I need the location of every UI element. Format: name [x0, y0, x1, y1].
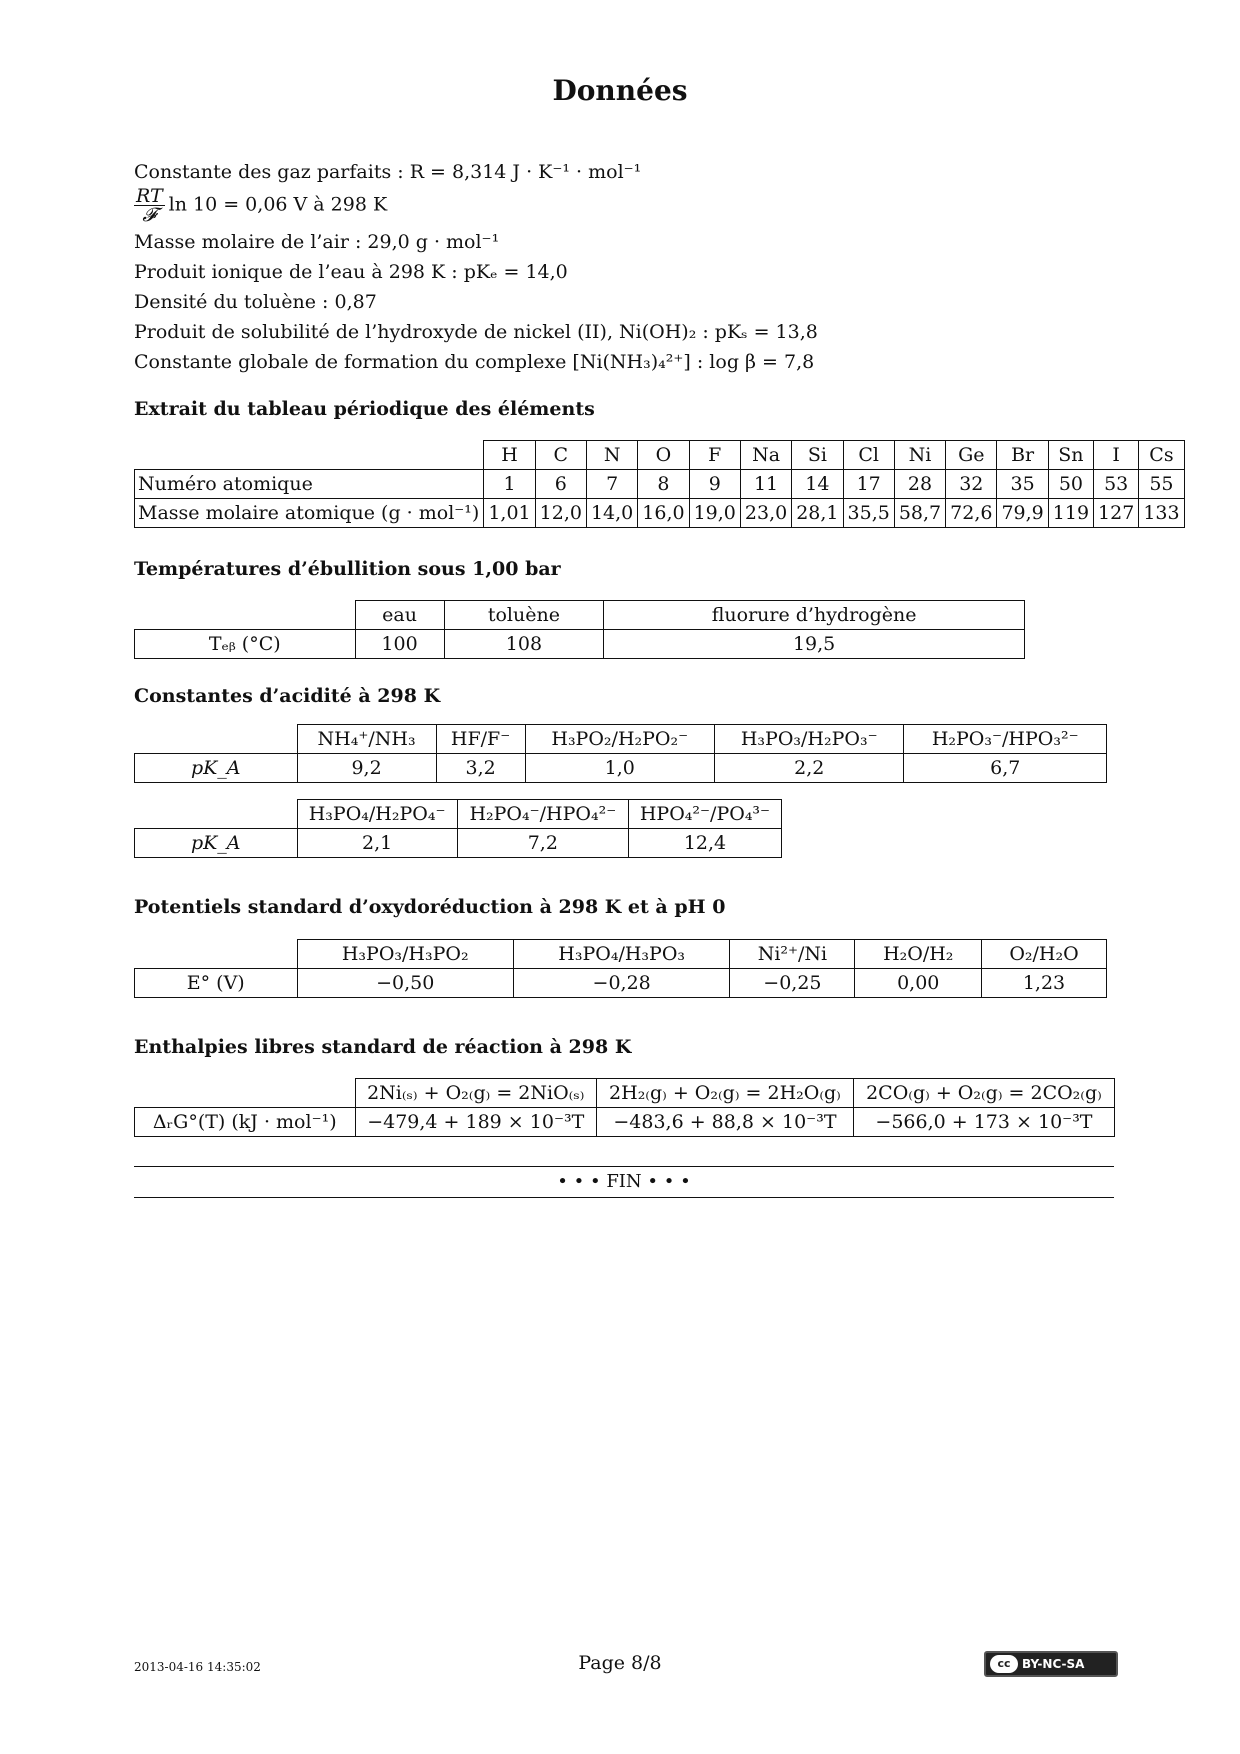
element-symbol: Si [792, 441, 843, 470]
potential-value: 1,23 [982, 969, 1107, 998]
redox-table [134, 939, 1107, 998]
rt-over-f-fraction: $\frac{RT}{\text{𝓕}}$ [136, 185, 163, 226]
redox-heading: Potentiels standard d’oxydoréduction à 298 K et à pH 0 [134, 896, 726, 918]
enthalpy-heading: Enthalpies libres standard de réaction à 298 K [134, 1036, 632, 1058]
complex-formation: Constante globale de formation du complexe [Ni(NH₃)₄²⁺] : log β = 7,8 [134, 351, 815, 373]
pka-value: 1,0 [525, 754, 714, 783]
air-molar-mass: Masse molaire de l’air : 29,0 g · mol⁻¹ [134, 231, 500, 253]
timestamp: 2013-04-16 14:35:02 [134, 1660, 261, 1674]
acid-couple: H₂PO₄⁻/HPO₄²⁻ [457, 800, 628, 829]
molar-mass: 28,1 [792, 499, 843, 528]
element-symbol: Br [997, 441, 1048, 470]
water-ionic-product: Produit ionique de l’eau à 298 K : pKₑ = 14,0 [134, 261, 568, 283]
element-symbol: F [689, 441, 740, 470]
molar-mass: 19,0 [689, 499, 740, 528]
boiling-value: 108 [444, 630, 604, 659]
boiling-value: 100 [355, 630, 444, 659]
molar-mass: 14,0 [586, 499, 637, 528]
atomic-number: 11 [740, 470, 791, 499]
row-label: Tₑᵦ (°C) [135, 630, 356, 659]
pka-value: 2,2 [715, 754, 904, 783]
pka-value: 3,2 [436, 754, 525, 783]
redox-couple: H₃PO₃/H₃PO₂ [297, 940, 513, 969]
potential-value: −0,28 [513, 969, 729, 998]
atomic-number: 53 [1094, 470, 1139, 499]
element-symbol: I [1094, 441, 1139, 470]
acidity-heading: Constantes d’acidité à 298 K [134, 685, 441, 707]
acid-couple: H₂PO₃⁻/HPO₃²⁻ [904, 725, 1107, 754]
redox-couple: Ni²⁺/Ni [730, 940, 855, 969]
creative-commons-icon: cc [990, 1655, 1018, 1673]
row-label: pK_A [135, 829, 298, 858]
molar-mass: 58,7 [894, 499, 945, 528]
potential-value: 0,00 [855, 969, 982, 998]
element-symbol: C [535, 441, 586, 470]
atomic-number: 35 [997, 470, 1048, 499]
atomic-number: 1 [484, 470, 535, 499]
element-symbol: H [484, 441, 535, 470]
pka-value: 7,2 [457, 829, 628, 858]
element-symbol: N [586, 441, 637, 470]
molar-mass: 127 [1094, 499, 1139, 528]
column-header: fluorure d’hydrogène [604, 601, 1025, 630]
potential-value: −0,50 [297, 969, 513, 998]
redox-couple: H₃PO₄/H₃PO₃ [513, 940, 729, 969]
end-marker: • • • FIN • • • [134, 1166, 1114, 1198]
nickel-solubility: Produit de solubilité de l’hydroxyde de nickel (II), Ni(OH)₂ : pKₛ = 13,8 [134, 321, 818, 343]
boiling-heading: Températures d’ébullition sous 1,00 bar [134, 558, 561, 580]
acid-couple: HF/F⁻ [436, 725, 525, 754]
gas-constant: Constante des gaz parfaits : R = 8,314 J · K⁻¹ · mol⁻¹ [134, 161, 642, 183]
atomic-number: 50 [1048, 470, 1093, 499]
pka-value: 2,1 [297, 829, 457, 858]
atomic-number: 8 [638, 470, 689, 499]
atomic-number: 17 [843, 470, 894, 499]
acidity-table-2 [134, 799, 782, 858]
molar-mass: 1,01 [484, 499, 535, 528]
acid-couple: H₃PO₄/H₂PO₄⁻ [297, 800, 457, 829]
molar-mass: 23,0 [740, 499, 791, 528]
page-number: Page 8/8 [578, 1652, 662, 1674]
enthalpy-table [134, 1078, 1115, 1137]
element-symbol: Na [740, 441, 791, 470]
reaction: 2Ni₍ₛ₎ + O₂₍g₎ = 2NiO₍ₛ₎ [355, 1079, 596, 1108]
potential-value: −0,25 [730, 969, 855, 998]
page-title: Données [552, 74, 688, 107]
row-label: Numéro atomique [135, 470, 484, 499]
redox-couple: O₂/H₂O [982, 940, 1107, 969]
atomic-number: 28 [894, 470, 945, 499]
atomic-number: 6 [535, 470, 586, 499]
reaction: 2CO₍g₎ + O₂₍g₎ = 2CO₂₍g₎ [853, 1079, 1114, 1108]
element-symbol: Cl [843, 441, 894, 470]
periodic-table [134, 440, 1185, 528]
boiling-value: 19,5 [604, 630, 1025, 659]
row-label: E° (V) [135, 969, 298, 998]
molar-mass: 16,0 [638, 499, 689, 528]
acid-couple: H₃PO₃/H₂PO₃⁻ [715, 725, 904, 754]
column-header: eau [355, 601, 444, 630]
acid-couple: H₃PO₂/H₂PO₂⁻ [525, 725, 714, 754]
license-text: BY-NC-SA [1022, 1657, 1085, 1671]
molar-mass: 72,6 [946, 499, 997, 528]
row-label: ΔᵣG°(T) (kJ · mol⁻¹) [135, 1108, 356, 1137]
molar-mass: 12,0 [535, 499, 586, 528]
gibbs-value: −566,0 + 173 × 10⁻³T [853, 1108, 1114, 1137]
gibbs-value: −479,4 + 189 × 10⁻³T [355, 1108, 596, 1137]
toluene-density: Densité du toluène : 0,87 [134, 291, 377, 313]
molar-mass: 35,5 [843, 499, 894, 528]
gibbs-value: −483,6 + 88,8 × 10⁻³T [596, 1108, 853, 1137]
element-symbol: Cs [1139, 441, 1184, 470]
pka-value: 6,7 [904, 754, 1107, 783]
atomic-number: 14 [792, 470, 843, 499]
atomic-number: 32 [946, 470, 997, 499]
pka-value: 12,4 [628, 829, 781, 858]
periodic-heading: Extrait du tableau périodique des éléments [134, 398, 595, 420]
atomic-number: 7 [586, 470, 637, 499]
element-symbol: Ni [894, 441, 945, 470]
row-label: pK_A [135, 754, 298, 783]
nernst-constant: $\frac{RT}{\text{𝓕}}$ ln 10 = 0,06 V à 298 K [136, 185, 388, 226]
element-symbol: Sn [1048, 441, 1093, 470]
acid-couple: NH₄⁺/NH₃ [297, 725, 436, 754]
element-symbol: O [638, 441, 689, 470]
acidity-table-1 [134, 724, 1107, 783]
acid-couple: HPO₄²⁻/PO₄³⁻ [628, 800, 781, 829]
boiling-table [134, 600, 1025, 659]
redox-couple: H₂O/H₂ [855, 940, 982, 969]
atomic-number: 9 [689, 470, 740, 499]
column-header: toluène [444, 601, 604, 630]
molar-mass: 119 [1048, 499, 1093, 528]
molar-mass: 79,9 [997, 499, 1048, 528]
license-badge[interactable] [984, 1651, 1118, 1677]
pka-value: 9,2 [297, 754, 436, 783]
element-symbol: Ge [946, 441, 997, 470]
atomic-number: 55 [1139, 470, 1184, 499]
reaction: 2H₂₍g₎ + O₂₍g₎ = 2H₂O₍g₎ [596, 1079, 853, 1108]
row-label: Masse molaire atomique (g · mol⁻¹) [135, 499, 484, 528]
molar-mass: 133 [1139, 499, 1184, 528]
constants-list [134, 157, 818, 377]
